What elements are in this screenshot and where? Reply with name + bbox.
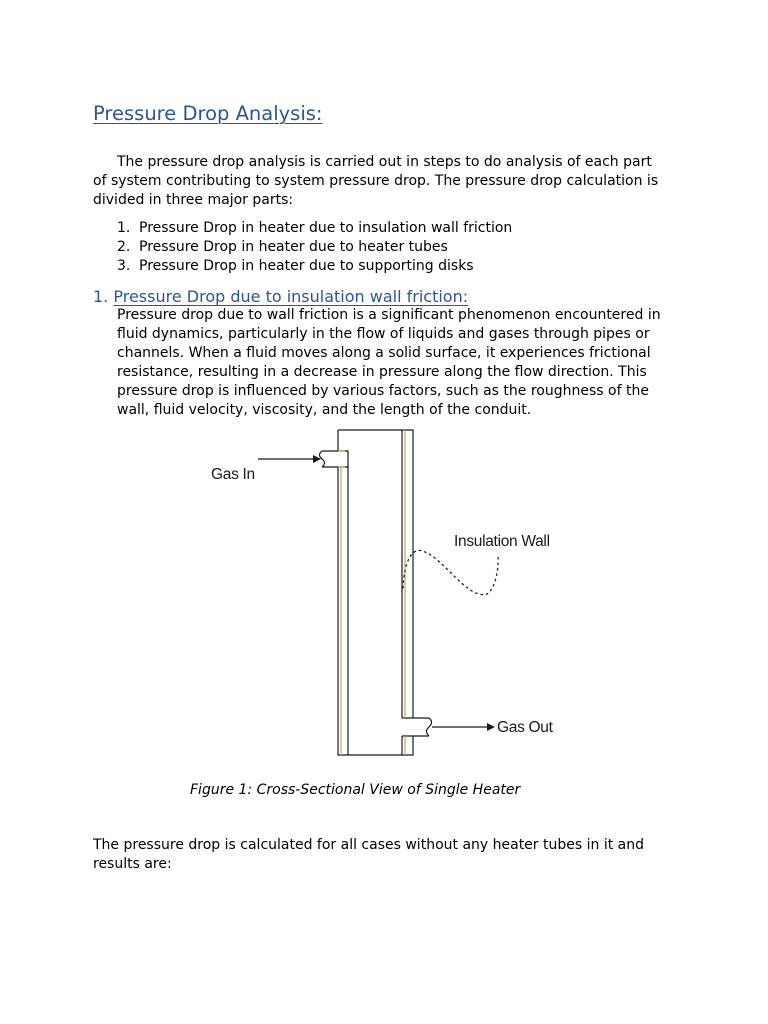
- section-body-line: wall, fluid velocity, viscosity, and the length of the conduit.: [117, 402, 532, 418]
- intro-line-1: The pressure drop analysis is carried out in steps to do analysis of each part: [117, 154, 652, 170]
- intro-line-3: divided in three major parts:: [93, 192, 294, 208]
- gas-out-label: Gas Out: [497, 719, 553, 736]
- section-body-line: pressure drop is influenced by various factors, such as the roughness of the: [117, 383, 649, 399]
- list-text: Pressure Drop in heater due to heater tubes: [139, 239, 448, 255]
- gas-out-arrowhead: [487, 723, 495, 731]
- inlet-port: [322, 451, 348, 467]
- list-item: [117, 219, 512, 238]
- section-body-line: Pressure drop due to wall friction is a significant phenomenon encountered in: [117, 307, 661, 323]
- insulation-callout-curve: [403, 550, 498, 594]
- closing-line-2: results are:: [93, 856, 172, 872]
- section-number: 1.: [93, 287, 109, 306]
- section-body-line: resistance, resulting in a decrease in pressure along the flow direction. This: [117, 364, 647, 380]
- section-heading: [93, 286, 468, 307]
- list-number: 1.: [117, 220, 131, 236]
- page-title: Pressure Drop Analysis:: [93, 102, 323, 125]
- list-item: [117, 257, 474, 276]
- list-number: 3.: [117, 258, 131, 274]
- section-title: Pressure Drop due to insulation wall friction:: [113, 287, 469, 306]
- heater-diagram: [0, 420, 768, 770]
- outlet-port: [402, 718, 429, 736]
- figure-caption: Figure 1: Cross-Sectional View of Single Heater: [190, 782, 521, 798]
- list-number: 2.: [117, 239, 131, 255]
- section-body-line: channels. When a fluid moves along a solid surface, it experiences frictional: [117, 345, 651, 361]
- gas-in-label: Gas In: [211, 466, 255, 483]
- intro-line-2: of system contributing to system pressure drop. The pressure drop calculation is: [93, 173, 659, 189]
- list-text: Pressure Drop in heater due to insulation wall friction: [139, 220, 513, 236]
- closing-line-1: The pressure drop is calculated for all cases without any heater tubes in it and: [93, 837, 644, 853]
- list-item: [117, 238, 448, 257]
- insulation-wall-label: Insulation Wall: [454, 533, 550, 550]
- section-body-line: fluid dynamics, particularly in the flow of liquids and gases through pipes or: [117, 326, 650, 342]
- outlet-break: [427, 718, 432, 736]
- list-text: Pressure Drop in heater due to supporting disks: [139, 258, 474, 274]
